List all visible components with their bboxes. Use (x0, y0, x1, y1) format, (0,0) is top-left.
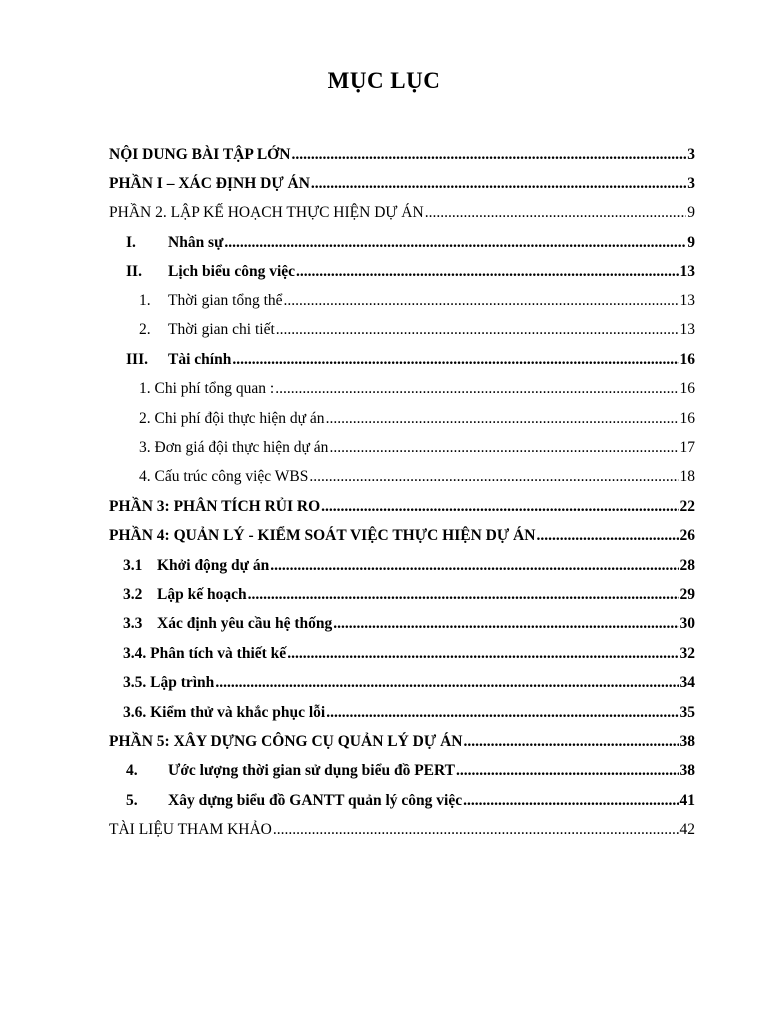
toc-leader-dots (215, 671, 678, 695)
toc-leader-dots (275, 377, 678, 401)
toc-entry[interactable] (109, 495, 695, 519)
document-title: MỤC LỤC (327, 68, 441, 93)
toc-leader-dots (456, 759, 679, 783)
toc-entry-page: 22 (679, 498, 695, 515)
toc-entry-page: 13 (679, 263, 695, 280)
toc-entry-number: I. (126, 234, 136, 251)
toc-entry-page: 16 (679, 351, 695, 368)
toc-entry[interactable] (109, 172, 695, 196)
toc-entry[interactable] (139, 465, 695, 489)
toc-entry[interactable] (126, 260, 695, 284)
toc-entry-number: 2. (139, 321, 151, 338)
toc-entry-label: NỘI DUNG BÀI TẬP LỚN (109, 146, 291, 163)
toc-leader-dots (311, 172, 686, 196)
toc-entry-label: 3.4. Phân tích và thiết kế (123, 645, 287, 662)
toc-entry[interactable] (123, 642, 695, 666)
toc-entry-number: 3.2 (123, 586, 143, 603)
toc-entry[interactable] (109, 524, 695, 548)
toc-entry-label: 1. Chi phí tổng quan : (139, 380, 275, 397)
toc-leader-dots (270, 554, 678, 578)
toc-leader-dots (224, 231, 686, 255)
toc-leader-dots (248, 583, 679, 607)
toc-entry-number: 3.1 (123, 557, 143, 574)
toc-entry-label: Lập kế hoạch (157, 586, 247, 603)
toc-entry-page: 9 (687, 234, 695, 251)
toc-entry[interactable] (126, 231, 695, 255)
toc-entry[interactable] (126, 348, 695, 372)
toc-entry[interactable] (126, 759, 695, 783)
toc-entry-label: Tài chính (168, 351, 232, 368)
toc-entry[interactable] (109, 730, 695, 754)
toc-leader-dots (287, 642, 678, 666)
toc-entry[interactable] (123, 583, 695, 607)
toc-entry[interactable] (123, 554, 695, 578)
toc-entry-label: 3.6. Kiểm thử và khắc phục lỗi (123, 704, 326, 721)
toc-entry-page: 17 (679, 439, 695, 456)
toc-entry-number: 1. (139, 292, 151, 309)
toc-leader-dots (296, 260, 678, 284)
toc-entry[interactable] (126, 789, 695, 813)
toc-entry-label: Xây dựng biểu đồ GANTT quản lý công việc (168, 792, 463, 809)
toc-leader-dots (309, 465, 678, 489)
toc-leader-dots (321, 495, 678, 519)
toc-entry-number: 3.3 (123, 615, 143, 632)
toc-entry-label: 4. Cấu trúc công việc WBS (139, 468, 309, 485)
toc-entry-number: III. (126, 351, 148, 368)
toc-entry[interactable] (109, 201, 695, 225)
toc-entry-label: PHẦN I – XÁC ĐỊNH DỰ ÁN (109, 175, 310, 192)
toc-leader-dots (536, 524, 678, 548)
toc-entry-label: PHẦN 4: QUẢN LÝ - KIỂM SOÁT VIỆC THỰC HIỆN DỰ ÁN (109, 527, 536, 544)
toc-entry-page: 32 (679, 645, 695, 662)
toc-entry-page: 28 (679, 557, 695, 574)
toc-leader-dots (329, 436, 678, 460)
toc-leader-dots (326, 701, 678, 725)
toc-entry-page: 38 (679, 733, 695, 750)
toc-entry-page: 18 (679, 468, 695, 485)
toc-entry-number: 5. (126, 792, 138, 809)
toc-entry-number: II. (126, 263, 142, 280)
toc-leader-dots (463, 789, 678, 813)
toc-entry-page: 3 (687, 175, 695, 192)
toc-leader-dots (276, 318, 679, 342)
toc-entry-label: Lịch biểu công việc (168, 263, 296, 280)
toc-entry[interactable] (109, 818, 695, 842)
toc-leader-dots (284, 289, 679, 313)
toc-leader-dots (425, 201, 687, 225)
toc-entry-page: 16 (679, 410, 695, 427)
toc-entry-page: 13 (679, 292, 695, 309)
toc-entry-page: 16 (679, 380, 695, 397)
toc-entry[interactable] (123, 612, 695, 636)
toc-entry[interactable] (139, 407, 695, 431)
toc-entry[interactable] (139, 377, 695, 401)
toc-entry-page: 29 (679, 586, 695, 603)
toc-entry-label: 3.5. Lập trình (123, 674, 215, 691)
toc-entry-page: 30 (679, 615, 695, 632)
toc-entry-page: 35 (679, 704, 695, 721)
toc-leader-dots (232, 348, 678, 372)
toc-entry-label: Thời gian tổng thể (168, 292, 283, 309)
toc-entry-label: PHẦN 2. LẬP KẾ HOẠCH THỰC HIỆN DỰ ÁN (109, 204, 424, 221)
toc-entry-page: 3 (687, 146, 695, 163)
toc-entry-label: Khởi động dự án (157, 557, 270, 574)
toc-entry-label: 2. Chi phí đội thực hiện dự án (139, 410, 325, 427)
toc-entry-page: 38 (679, 762, 695, 779)
toc-entry-number: 4. (126, 762, 138, 779)
toc-entry-label: Xác định yêu cầu hệ thống (157, 615, 333, 632)
toc-entry-page: 13 (679, 321, 695, 338)
toc-leader-dots (326, 407, 679, 431)
toc-entry[interactable] (123, 701, 695, 725)
toc-entry-page: 41 (679, 792, 695, 809)
toc-leader-dots (273, 818, 679, 842)
toc-entry[interactable] (123, 671, 695, 695)
toc-entry[interactable] (139, 289, 695, 313)
toc-entry[interactable] (109, 143, 695, 167)
toc-leader-dots (463, 730, 678, 754)
toc-entry-label: Thời gian chi tiết (168, 321, 275, 338)
toc-entry-label: PHẦN 5: XÂY DỰNG CÔNG CỤ QUẢN LÝ DỰ ÁN (109, 733, 463, 750)
toc-entry-page: 34 (679, 674, 695, 691)
toc-entry-label: Nhân sự (168, 234, 224, 251)
toc-entry-label: 3. Đơn giá đội thực hiện dự án (139, 439, 329, 456)
toc-entry-label: TÀI LIỆU THAM KHẢO (109, 821, 272, 838)
toc-leader-dots (291, 143, 686, 167)
toc-entry-label: PHẦN 3: PHÂN TÍCH RỦI RO (109, 498, 321, 515)
toc-entry[interactable] (139, 436, 695, 460)
toc-entry-page: 9 (687, 204, 695, 221)
toc-entry-page: 26 (679, 527, 695, 544)
toc-entry-label: Ước lượng thời gian sử dụng biểu đồ PERT (168, 762, 455, 779)
toc-entry[interactable] (139, 318, 695, 342)
toc-leader-dots (333, 612, 678, 636)
toc-entry-page: 42 (679, 821, 695, 838)
